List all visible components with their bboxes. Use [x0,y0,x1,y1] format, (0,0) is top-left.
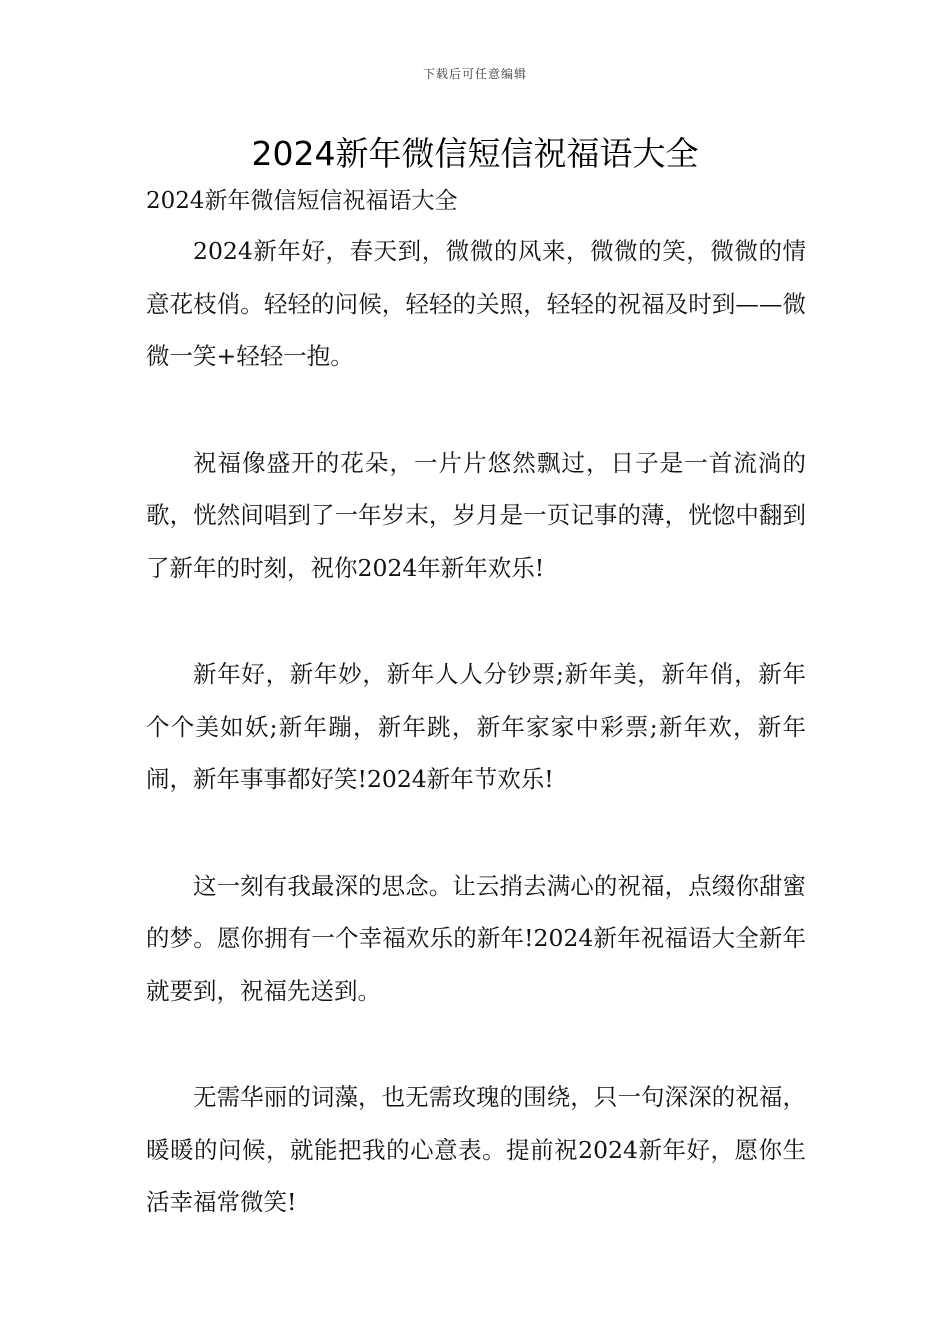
header-note: 下载后可任意编辑 [422,67,527,81]
paragraph: 2024新年好，春天到，微微的风来，微微的笑，微微的情意花枝俏。轻轻的问候，轻轻的关照，轻轻的祝福及时到——微微一笑+轻轻一抱。 [146,237,806,370]
document-title: 2024新年微信短信祝福语大全 [251,134,699,173]
paragraph: 新年好，新年妙，新年人人分钞票;新年美，新年俏，新年个个美如妖;新年蹦，新年跳，新年家家中彩票;新年欢，新年闹，新年事事都好笑!2024新年节欢乐! [146,660,806,793]
paragraph: 祝福像盛开的花朵，一片片悠然飘过，日子是一首流淌的歌，恍然间唱到了一年岁末，岁月是一页记事的薄，恍惚中翻到了新年的时刻，祝你2024年新年欢乐! [146,448,806,582]
document-body [146,225,806,1283]
paragraph: 无需华丽的词藻，也无需玫瑰的围绕，只一句深深的祝福，暖暖的问候，就能把我的心意表。提前祝2024新年好，愿你生活幸福常微笑! [146,1083,806,1216]
paragraph: 这一刻有我最深的思念。让云捎去满心的祝福，点缀你甜蜜的梦。愿你拥有一个幸福欢乐的新年!2024新年祝福语大全新年就要到，祝福先送到。 [146,871,806,1005]
document-subtitle: 2024新年微信短信祝福语大全 [146,188,458,214]
